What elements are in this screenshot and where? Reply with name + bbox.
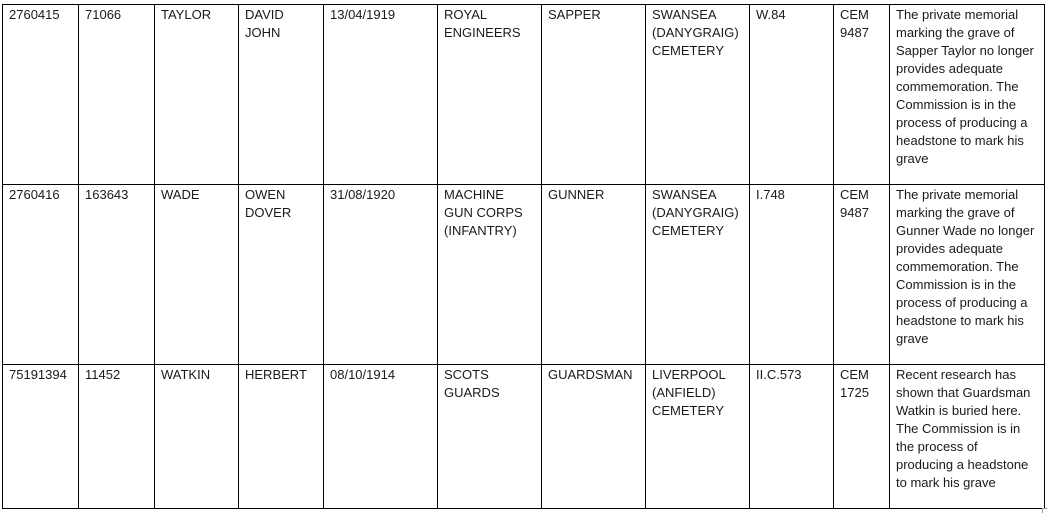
forenames: OWEN DOVER	[245, 187, 292, 220]
surname: WADE	[161, 187, 200, 202]
table-row	[3, 5, 1045, 185]
regiment: MACHINE GUN CORPS (INFANTRY)	[444, 187, 523, 238]
notes: Recent research has shown that Guardsman Watkin is buried here. The Commission is in the process of producing a headstone to mark his grave	[896, 367, 1031, 490]
regiment: ROYAL ENGINEERS	[444, 7, 521, 40]
rank: GUNNER	[548, 187, 605, 202]
table-cell	[79, 185, 155, 365]
cemetery: SWANSEA (DANYGRAIG) CEMETERY	[652, 7, 739, 58]
table-cell	[750, 365, 834, 509]
table-cell	[324, 185, 438, 365]
table-cell	[324, 5, 438, 185]
cemetery-code: CEM 1725	[840, 367, 869, 400]
cemetery: SWANSEA (DANYGRAIG) CEMETERY	[652, 187, 739, 238]
table-cell	[834, 185, 890, 365]
table-cell	[646, 365, 750, 509]
table-cell	[155, 5, 239, 185]
table-cell	[239, 365, 324, 509]
table-cell	[890, 365, 1045, 509]
table-row	[3, 185, 1045, 365]
table-cell	[3, 185, 79, 365]
table-cell	[834, 5, 890, 185]
casualty-records-table	[2, 4, 1045, 509]
table-cell	[324, 365, 438, 509]
regimental-number: 11452	[85, 367, 121, 382]
records-sheet	[2, 4, 1045, 509]
rank: SAPPER	[548, 7, 601, 22]
surname: TAYLOR	[161, 7, 212, 22]
table-cell	[890, 185, 1045, 365]
service-number: 2760415	[9, 7, 60, 22]
table-cell	[542, 365, 646, 509]
table-cell	[646, 185, 750, 365]
table-row	[3, 365, 1045, 509]
cemetery-code: CEM 9487	[840, 187, 869, 220]
table-cell	[890, 5, 1045, 185]
surname: WATKIN	[161, 367, 211, 382]
table-cell	[239, 5, 324, 185]
grave-reference: I.748	[756, 187, 785, 202]
table-cell	[834, 365, 890, 509]
table-cell	[542, 185, 646, 365]
table-cell	[750, 185, 834, 365]
table-cell	[3, 5, 79, 185]
table-cell	[646, 5, 750, 185]
table-cell	[3, 365, 79, 509]
table-cell	[155, 185, 239, 365]
notes: The private memorial marking the grave of Gunner Wade no longer provides adequate commemoration. The Commission is in the process of producing a headstone to mark his grave	[896, 187, 1035, 346]
table-cell	[438, 365, 542, 509]
service-number: 2760416	[9, 187, 60, 202]
regiment: SCOTS GUARDS	[444, 367, 500, 400]
table-cell	[155, 365, 239, 509]
date-of-death: 13/04/1919	[330, 7, 396, 22]
regimental-number: 163643	[85, 187, 129, 202]
table-cell	[79, 365, 155, 509]
service-number: 75191394	[9, 367, 67, 382]
grave-reference: W.84	[756, 7, 786, 22]
cemetery: LIVERPOOL (ANFIELD) CEMETERY	[652, 367, 726, 418]
regimental-number: 71066	[85, 7, 122, 22]
date-of-death: 08/10/1914	[330, 367, 396, 382]
table-cell	[542, 5, 646, 185]
forenames: HERBERT	[245, 367, 307, 382]
table-cell	[79, 5, 155, 185]
forenames: DAVID JOHN	[245, 7, 284, 40]
table-cell	[750, 5, 834, 185]
rank: GUARDSMAN	[548, 367, 633, 382]
date-of-death: 31/08/1920	[330, 187, 396, 202]
grave-reference: II.C.573	[756, 367, 802, 382]
cemetery-code: CEM 9487	[840, 7, 869, 40]
table-cell	[438, 5, 542, 185]
notes: The private memorial marking the grave of Sapper Taylor no longer provides adequate commemoration. The Commission is in the process of producing a headstone to mark his grave	[896, 7, 1034, 166]
table-cell	[438, 185, 542, 365]
table-resize-handle[interactable]	[1042, 508, 1047, 513]
table-cell	[239, 185, 324, 365]
